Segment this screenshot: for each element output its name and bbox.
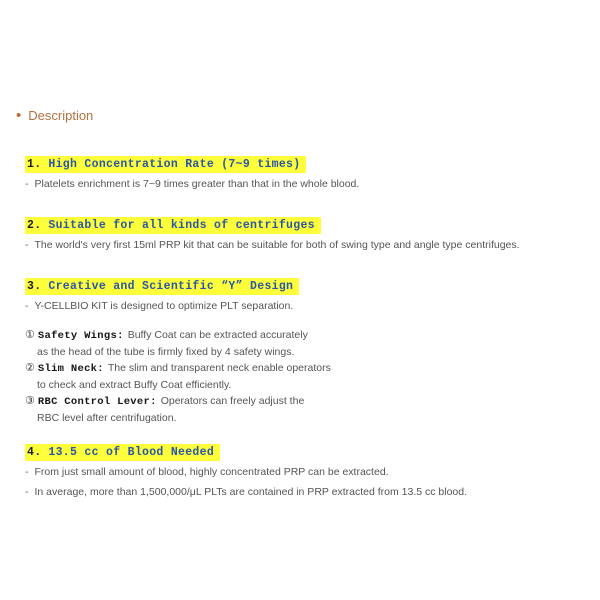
section-4-bullet-2-text: In average, more than 1,500,000/μL PLTs are contained in PRP extracted from 13.5 cc blood. [34, 486, 468, 498]
section-2 [25, 215, 520, 254]
feature-rbc-control-lever-line1 [25, 394, 331, 411]
section-1-heading [25, 156, 306, 173]
section-4-heading [25, 444, 220, 461]
feature-slim-neck [25, 361, 331, 393]
section-4-bullet-1-text: From just small amount of blood, highly concentrated PRP can be extracted. [34, 466, 389, 478]
section-3-bullet-1-text: Y-CELLBIO KIT is designed to optimize PLT separation. [34, 300, 294, 312]
circled-3-icon: ③ [25, 395, 35, 407]
feature-slim-neck-label: Slim Neck: [37, 363, 104, 375]
section-3-bullet-1 [25, 298, 331, 315]
description-header [16, 108, 93, 123]
dash-icon: - [25, 300, 29, 312]
bullet-icon: • [16, 107, 22, 124]
section-2-title: Suitable for all kinds of centrifuges [48, 219, 315, 232]
feature-safety-wings-label: Safety Wings: [37, 330, 124, 342]
feature-rbc-control-lever [25, 394, 331, 426]
section-1-number: 1. [27, 158, 42, 171]
section-2-number: 2. [27, 219, 42, 232]
feature-slim-neck-text: The slim and transparent neck enable operators [107, 362, 331, 374]
feature-safety-wings [25, 328, 331, 360]
section-2-heading [25, 217, 321, 234]
section-4-bullet-1 [25, 464, 467, 481]
circled-2-icon: ② [25, 362, 35, 374]
feature-rbc-control-lever-text: Operators can freely adjust the [160, 395, 305, 407]
description-label: Description [28, 108, 94, 123]
feature-safety-wings-line2: as the head of the tube is firmly fixed by 4 safety wings. [37, 345, 295, 358]
dash-icon: - [25, 178, 29, 190]
feature-slim-neck-line2: to check and extract Buffy Coat efficiently. [37, 378, 232, 391]
section-4-number: 4. [27, 446, 42, 459]
section-1-bullet-1-text: Platelets enrichment is 7~9 times greater than that in the whole blood. [34, 178, 360, 190]
feature-rbc-control-lever-label: RBC Control Lever: [37, 396, 157, 408]
section-2-bullet-1-text: The world's very first 15ml PRP kit that can be suitable for both of swing type and angle type centrifuges. [34, 239, 520, 251]
section-1-title: High Concentration Rate (7~9 times) [48, 158, 301, 171]
section-4-title: 13.5 cc of Blood Needed [48, 446, 215, 459]
section-4-bullet-2 [25, 484, 467, 501]
section-3-heading [25, 278, 299, 295]
section-3-number: 3. [27, 280, 42, 293]
dash-icon: - [25, 239, 29, 251]
section-1 [25, 154, 359, 193]
section-4 [25, 442, 467, 501]
section-2-bullet-1 [25, 237, 520, 254]
dash-icon: - [25, 486, 29, 498]
feature-list [25, 328, 331, 426]
dash-icon: - [25, 466, 29, 478]
feature-rbc-control-lever-line2: RBC level after centrifugation. [37, 411, 177, 424]
circled-1-icon: ① [25, 329, 35, 341]
section-3 [25, 276, 331, 427]
section-1-bullet-1 [25, 176, 359, 193]
section-3-title: Creative and Scientific “Y” Design [48, 280, 294, 293]
feature-safety-wings-line1 [25, 328, 331, 345]
feature-safety-wings-text: Buffy Coat can be extracted accurately [127, 329, 308, 341]
feature-slim-neck-line1 [25, 361, 331, 378]
